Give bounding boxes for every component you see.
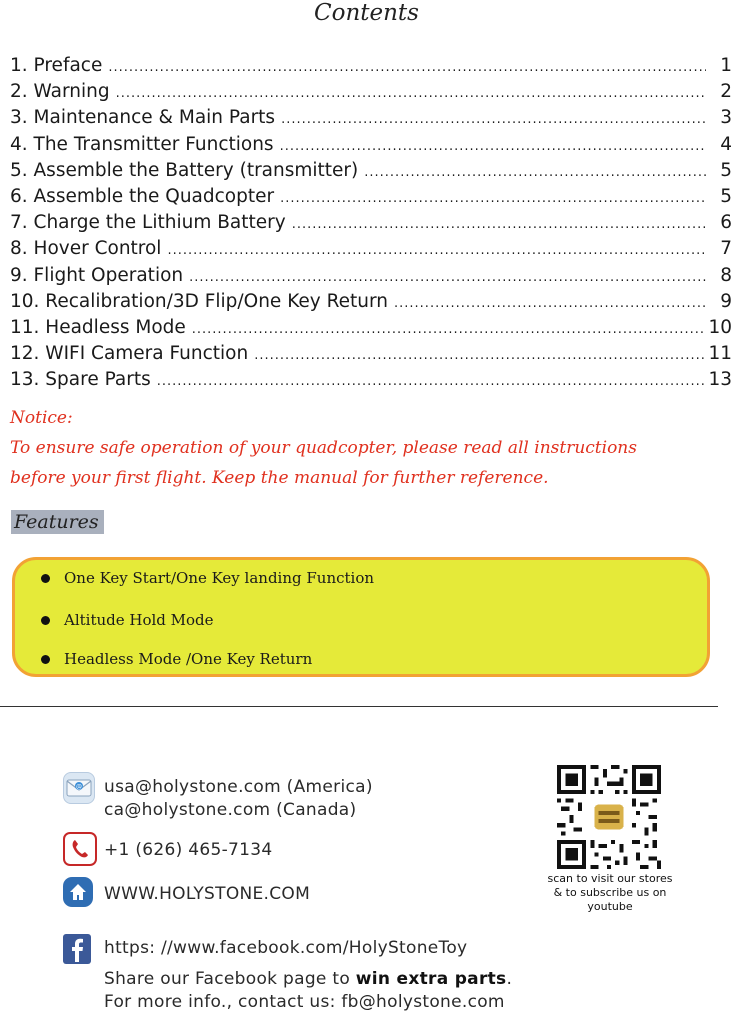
toc-page: 6 bbox=[720, 212, 732, 234]
home-icon bbox=[63, 877, 93, 907]
toc-row bbox=[10, 134, 732, 160]
toc-page: 11 bbox=[708, 343, 732, 365]
notice-line: before your first flight. Keep the manual for further reference. bbox=[10, 468, 549, 488]
qr-code bbox=[557, 765, 661, 869]
contact-website: WWW.HOLYSTONE.COM bbox=[104, 884, 311, 904]
toc-page: 9 bbox=[720, 290, 732, 312]
toc-label: 7. Charge the Lithium Battery bbox=[10, 212, 286, 234]
toc-row bbox=[10, 55, 732, 81]
feature-text: Headless Mode /One Key Return bbox=[64, 650, 313, 668]
toc-label: 6. Assemble the Quadcopter bbox=[10, 185, 275, 207]
toc-page: 5 bbox=[720, 159, 732, 181]
toc-row bbox=[10, 343, 732, 369]
contact-email-ca: ca@holystone.com (Canada) bbox=[104, 800, 357, 820]
toc-label: 13. Spare Parts bbox=[10, 369, 151, 391]
toc-label: 10. Recalibration/3D Flip/One Key Return bbox=[10, 290, 389, 312]
toc-leader bbox=[280, 191, 706, 206]
feature-item bbox=[41, 569, 374, 587]
toc-row bbox=[10, 107, 732, 133]
toc-row bbox=[10, 212, 732, 238]
feature-item bbox=[41, 650, 312, 668]
toc-label: 4. The Transmitter Functions bbox=[10, 133, 274, 155]
feature-text: One Key Start/One Key landing Function bbox=[64, 569, 375, 587]
toc-leader bbox=[116, 86, 706, 101]
toc-row bbox=[10, 265, 732, 291]
share-highlight: win extra parts bbox=[355, 969, 507, 989]
toc-page: 10 bbox=[708, 316, 732, 338]
email-icon bbox=[63, 772, 95, 804]
toc-page: 4 bbox=[720, 133, 732, 155]
toc-label: 12. WIFI Camera Function bbox=[10, 343, 249, 365]
features-label: Features bbox=[11, 510, 104, 534]
feature-text: Altitude Hold Mode bbox=[64, 611, 214, 629]
contact-phone: +1 (626) 465-7134 bbox=[104, 840, 273, 860]
share-prefix: Share our Facebook page to bbox=[104, 969, 356, 989]
toc-row bbox=[10, 186, 732, 212]
toc-page: 13 bbox=[708, 369, 732, 391]
toc-page: 1 bbox=[720, 55, 732, 76]
toc-leader bbox=[157, 374, 705, 389]
notice-block bbox=[10, 403, 725, 493]
bullet-icon bbox=[41, 616, 50, 625]
toc-label: 5. Assemble the Battery (transmitter) bbox=[10, 159, 359, 181]
contact-email-us: usa@holystone.com (America) bbox=[104, 777, 373, 797]
feature-item bbox=[41, 611, 214, 629]
qr-caption-line: & to subscribe us on youtube bbox=[553, 886, 667, 913]
toc-label: 9. Flight Operation bbox=[10, 264, 184, 286]
table-of-contents bbox=[10, 55, 732, 395]
toc-label: 1. Preface bbox=[10, 55, 103, 76]
bullet-icon bbox=[41, 574, 50, 583]
toc-leader bbox=[189, 270, 706, 285]
contact-facebook-url: https: //www.facebook.com/HolyStoneToy bbox=[104, 938, 468, 958]
toc-row bbox=[10, 317, 732, 343]
toc-page: 3 bbox=[720, 107, 732, 129]
svg-text:@: @ bbox=[76, 783, 82, 791]
toc-label: 8. Hover Control bbox=[10, 238, 162, 260]
toc-leader bbox=[254, 348, 704, 363]
phone-icon bbox=[63, 832, 97, 866]
toc-leader bbox=[280, 139, 706, 154]
divider bbox=[0, 706, 718, 707]
contact-facebook-email: For more info., contact us: fb@holystone.com bbox=[104, 992, 505, 1012]
toc-page: 2 bbox=[720, 81, 732, 103]
toc-row bbox=[10, 238, 732, 264]
contact-facebook-share bbox=[104, 969, 512, 990]
qr-caption-line: scan to visit our stores bbox=[547, 872, 673, 885]
toc-row bbox=[10, 160, 732, 186]
toc-row bbox=[10, 291, 732, 317]
toc-label: 11. Headless Mode bbox=[10, 316, 186, 338]
toc-leader bbox=[292, 217, 706, 232]
toc-row bbox=[10, 81, 732, 107]
toc-leader bbox=[364, 165, 706, 180]
toc-row bbox=[10, 369, 732, 395]
notice-line: To ensure safe operation of your quadcopter, please read all instructions bbox=[10, 438, 637, 458]
features-box bbox=[12, 557, 710, 677]
toc-leader bbox=[394, 296, 706, 311]
share-suffix: . bbox=[506, 969, 513, 989]
toc-leader bbox=[167, 243, 706, 258]
toc-label: 3. Maintenance & Main Parts bbox=[10, 107, 276, 129]
toc-page: 7 bbox=[720, 238, 732, 260]
notice-heading: Notice: bbox=[10, 408, 73, 428]
toc-leader bbox=[108, 60, 706, 75]
toc-label: 2. Warning bbox=[10, 81, 110, 103]
toc-leader bbox=[192, 322, 705, 337]
toc-page: 8 bbox=[720, 264, 732, 286]
bullet-icon bbox=[41, 655, 50, 664]
facebook-icon bbox=[63, 934, 91, 964]
toc-page: 5 bbox=[720, 185, 732, 207]
toc-leader bbox=[281, 112, 706, 127]
page-title: Contents bbox=[314, 0, 419, 26]
qr-caption bbox=[530, 872, 690, 914]
